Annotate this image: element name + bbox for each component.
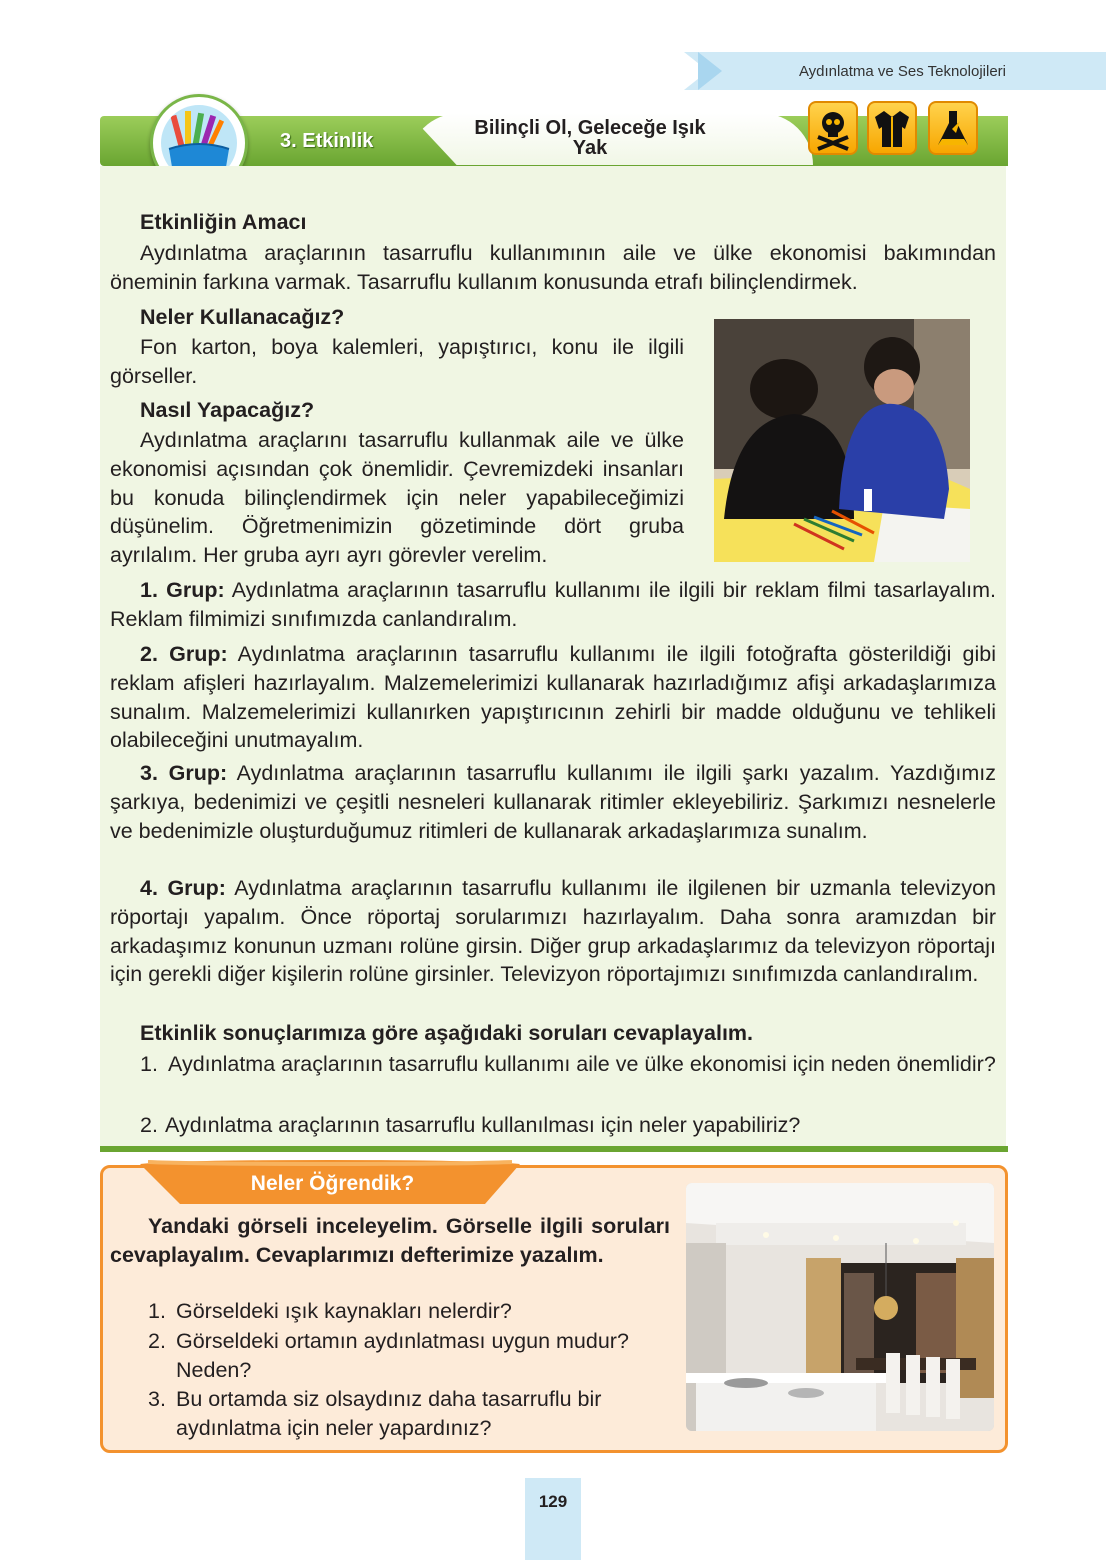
page-number-tab — [525, 1478, 581, 1560]
learned-q2-number: 2. — [148, 1329, 166, 1353]
group-1-label: 1. Grup: — [140, 578, 225, 602]
results-q2-number: 2. — [140, 1113, 158, 1137]
learned-q1-number: 1. — [148, 1299, 166, 1323]
skull-crossbones-icon — [808, 101, 858, 155]
results-q2-text: Aydınlatma araçlarının tasarruflu kullanılması için neler yapabiliriz? — [165, 1113, 801, 1137]
group-1-text: 1. Grup: Aydınlatma araçlarının tasarruflu kullanımı ile ilgili bir reklam filmi tasarlayalım. Reklam filmimizi sınıfımızda canlandıralım. — [110, 578, 996, 631]
learned-intro: Yandaki görseli inceleyelim. Görselle ilgili soruları cevaplayalım. Cevaplarımızı defterimize yazalım. — [110, 1214, 670, 1267]
group-2-text: 2. Grup: Aydınlatma araçlarının tasarruflu kullanımı ile ilgili fotoğrafta gösterildiği gibi reklam afişleri hazırlayalım. Malzemelerimizi kullanarak hazırladığımız afişi arkadaşlarımıza sunalım. Malzemelerimizi kullanırken yapıştırıcının zehirli bir madde olduğunu ve tehlikeli olabileceğini unutmayalım. — [110, 642, 997, 753]
group-3-label: 3. Grup: — [140, 761, 228, 785]
materials-heading: Neler Kullanacağız? — [140, 305, 345, 329]
group-3-text: 3. Grup: Aydınlatma araçlarının tasarruflu kullanımı ile ilgili şarkı yazalım. Yazdığımız şarkıya, bedenimizi ve çeşitli nesneleri kullanarak ritimler ekleyebiliriz. Şarkımızı nesnelerle ve bedenimizle oluşturduğumuz ritimleri de kullanarak arkadaşlarımıza sunalım. — [110, 761, 996, 843]
materials-text: Fon karton, boya kalemleri, yapıştırıcı, konu ile ilgili görseller. — [110, 335, 684, 388]
activity-title: Bilinçli Ol, Geleceğe Işık Yak — [474, 117, 706, 159]
panel-divider — [100, 1146, 1008, 1152]
results-q1-text: Aydınlatma araçlarının tasarruflu kullanımı aile ve ülke ekonomisi için neden önemlidir? — [168, 1052, 996, 1076]
kitchen-dining-room-photo — [686, 1183, 994, 1431]
students-working-photo — [714, 319, 970, 562]
lab-coat-icon — [867, 101, 917, 155]
group-2-label: 2. Grup: — [140, 642, 228, 666]
chapter-header — [684, 52, 1106, 90]
goal-heading: Etkinliğin Amacı — [140, 210, 307, 234]
results-heading: Etkinlik sonuçlarımıza göre aşağıdaki soruları cevaplayalım. — [140, 1021, 754, 1045]
learned-q1-text: Görseldeki ışık kaynakları nelerdir? — [176, 1299, 512, 1323]
group-4-text: 4. Grup: Aydınlatma araçlarının tasarruflu kullanımı ile ilgilenen bir uzmanla televizyon röportajı yapalım. Önce röportaj sorularımızı hazırlayalım. Daha sonra aramızdan bir arkadaşımız konunun uzmanı rolüne girsin. Diğer grup arkadaşlarımız da televizyon röportajı için gerekli diğer kişilerin rolüne girsinler. Televizyon röportajımızı sınıfımızda canlandıralım. — [110, 876, 997, 987]
chapter-title: Aydınlatma ve Ses Teknolojileri — [798, 63, 1006, 80]
page-number: 129 — [538, 1492, 568, 1511]
activity-label: 3. Etkinlik — [280, 130, 374, 152]
results-q1-number: 1. — [140, 1052, 158, 1076]
goal-text: Aydınlatma araçlarının tasarruflu kullanımının aile ve ülke ekonomisi bakımından öneminin farkına varmak. Tasarruflu kullanım konusunda etrafı bilinçlendirmek. — [110, 241, 996, 294]
learned-title: Neler Öğrendik? — [250, 1172, 415, 1195]
how-heading: Nasıl Yapacağız? — [140, 398, 315, 422]
learned-q3-number: 3. — [148, 1387, 166, 1411]
learned-q3-text: Bu ortamda siz olsaydınız daha tasarruflu bir aydınlatma için neler yapardınız? — [176, 1387, 602, 1440]
learned-q2-text: Görseldeki ortamın aydınlatması uygun mudur? Neden? — [176, 1329, 629, 1382]
how-text: Aydınlatma araçlarını tasarruflu kullanmak aile ve ülke ekonomisi açısından çok önemlidir. Çevremizdeki insanları bu konuda bilinçlendirmek için neler yapabileceğimizi düşünelim. Öğretmenimizin gözetiminde dört gruba ayrılalım. Her gruba ayrı ayrı görevler verelim. — [110, 428, 684, 568]
flask-icon — [928, 101, 978, 155]
group-4-label: 4. Grup: — [140, 876, 226, 900]
